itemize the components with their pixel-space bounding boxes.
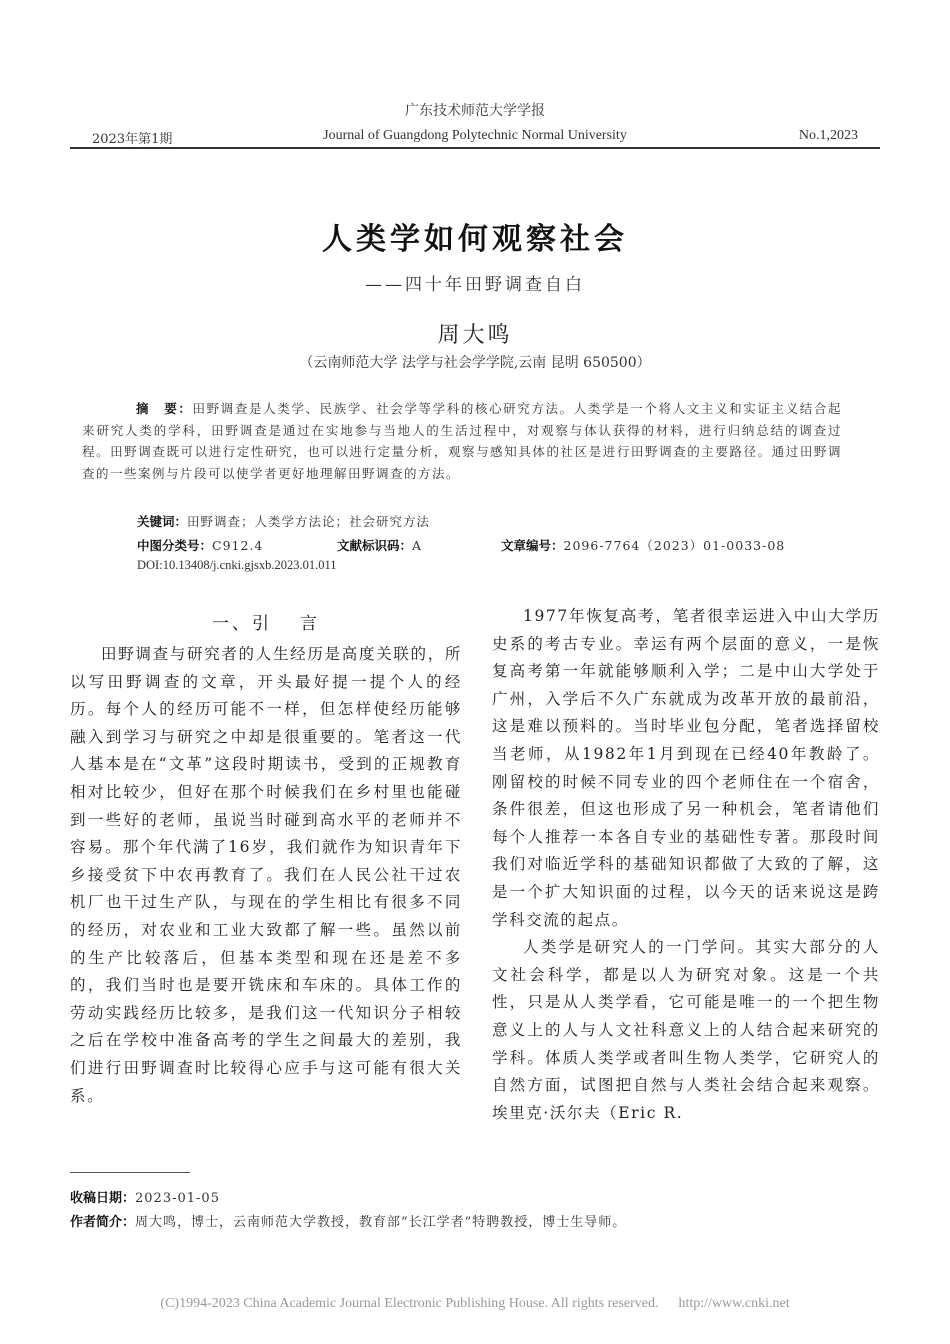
document-code-value: A: [412, 538, 423, 553]
footnote-rule: [70, 1172, 190, 1173]
body-column-right: [492, 603, 880, 1127]
document-code: [337, 536, 422, 554]
keywords: [137, 512, 430, 530]
journal-name-cn: 广东技术师范大学学报: [405, 103, 545, 119]
journal-name-en: Journal of Guangdong Polytechnic Normal University: [323, 128, 627, 143]
abstract-text: 田野调查是人类学、民族学、社会学等学科的核心研究方法。人类学是一个将人文主义和实证主义结合起来研究人类的学科，田野调查是通过在实地参与当地人的生活过程中，对观察与体认获得的材料，进行归纳总结的调查过程。田野调查既可以进行定性研究，也可以进行定量分析，观察与感知具体的社区是进行田野调查的主要路径。通过田野调查的一些案例与片段可以使学者更好地理解田野调查的方法。: [82, 401, 842, 481]
article-number-value: 2096-7764（2023）01-0033-08: [563, 538, 786, 553]
abstract-label: 摘 要：: [136, 401, 193, 416]
received-label: 收稿日期：: [70, 1191, 136, 1206]
copyright-text: (C)1994-2023 China Academic Journal Electronic Publishing House. All rights reserved.: [160, 1296, 659, 1311]
body-column-left: [70, 641, 462, 1110]
received-value: 2023-01-05: [135, 1191, 220, 1206]
section-number: 一、引: [212, 614, 272, 634]
paragraph: 田野调查与研究者的人生经历是高度关联的，所以写田野调查的文章，开头最好提一提个人的经历。每个人的经历可能不一样，但怎样使经历能够融入到学习与研究之中却是很重要的。笔者这一代人基本是在“文革”这段时期读书，受到的正规教育相对比较少，但好在那个时候我们在乡村里也能碰到一些好的老师，虽说当时碰到高水平的老师并不容易。那个年代满了16岁，我们就作为知识青年下乡接受贫下中农再教育了。我们在人民公社干过农机厂也干过生产队，与现在的学生相比有很多不同的经历，对农业和工业大致都了解一些。虽然以前的生产比较落后，但基本类型和现在还是差不多的，我们当时也是要开铣床和车床的。具体工作的劳动实践经历比较多，是我们这一代知识分子相较之后在学校中准备高考的学生之间最大的差别，我们进行田野调查时比较得心应手与这可能有很大关系。: [70, 645, 462, 1105]
copyright-notice: [0, 1296, 950, 1312]
article-subtitle: ——四十年田野调查自白: [365, 275, 585, 295]
header-rule: [70, 147, 880, 149]
clc-label: 中图分类号：: [137, 538, 213, 553]
issue-cn: 2023年第1期: [92, 132, 173, 147]
doi[interactable]: DOI:10.13408/j.cnki.gjsxb.2023.01.011: [137, 558, 337, 572]
paragraph: 人类学是研究人的一门学问。其实大部分的人文社会科学，都是以人为研究对象。这是一个共性，只是从人类学看，它可能是唯一的一个把生物意义上的人与人文社科意义上的人结合起来研究的学科。体质人类学或者叫生物人类学，它研究人的自然方面，试图把自然与人类社会结合起来观察。埃里克·沃尔夫（Eric R.: [492, 938, 880, 1122]
cnki-link[interactable]: http://www.cnki.net: [678, 1296, 790, 1311]
section-title: 言: [300, 614, 320, 634]
paragraph: 1977年恢复高考，笔者很幸运进入中山大学历史系的考古专业。幸运有两个层面的意义，一是恢复高考第一年就能够顺利入学；二是中山大学处于广州，入学后不久广东就成为改革开放的最前沿，这是难以预料的。当时毕业包分配，笔者选择留校当老师，从1982年1月到现在已经40年教龄了。刚留校的时候不同专业的四个老师住在一个宿舍，条件很差，但这也形成了另一种机会，笔者请他们每个人推荐一本各自专业的基础性专著。那段时间我们对临近学科的基础知识都做了大致的了解，这是一个扩大知识面的过程，以今天的话来说这是跨学科交流的起点。: [492, 607, 880, 929]
article-title: 人类学如何观察社会: [322, 222, 628, 257]
article-number: [501, 536, 785, 554]
received-date: [70, 1187, 220, 1206]
article-number-label: 文章编号：: [501, 538, 564, 553]
issue-en: No.1,2023: [798, 128, 858, 143]
keywords-text: 田野调查；人类学方法论；社会研究方法: [187, 514, 431, 529]
author-bio: [70, 1211, 626, 1230]
section-heading: [70, 609, 462, 634]
bio-label: 作者简介：: [70, 1215, 136, 1230]
clc-number: [137, 536, 263, 554]
bio-text: 周大鸣，博士，云南师范大学教授，教育部“长江学者”特聘教授，博士生导师。: [135, 1215, 627, 1230]
author-affiliation: （云南师范大学 法学与社会学学院,云南 昆明 650500）: [299, 355, 651, 371]
clc-value: C912.4: [212, 538, 264, 553]
author-name: 周大鸣: [437, 323, 513, 348]
abstract: [82, 398, 842, 484]
document-code-label: 文献标识码：: [337, 538, 413, 553]
keywords-label: 关键词：: [137, 514, 188, 529]
